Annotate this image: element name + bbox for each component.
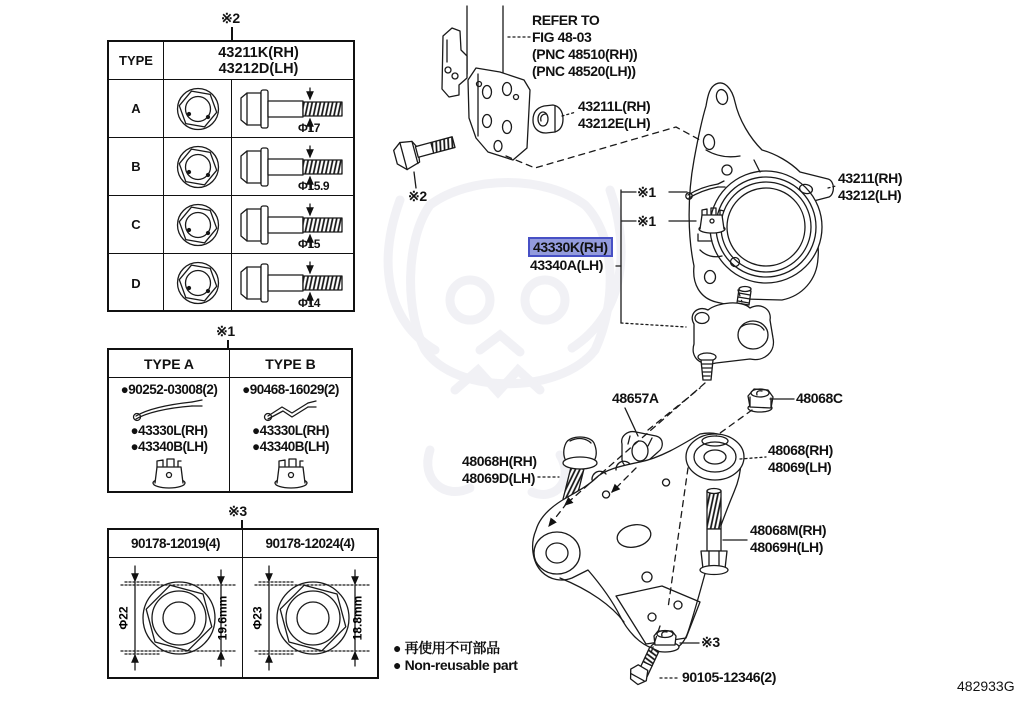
bolt-side-view-icon xyxy=(232,254,353,312)
part-number: 43340A(LH) xyxy=(530,257,604,273)
figure-code: 482933G xyxy=(957,678,1015,694)
spring-clip-icon xyxy=(260,398,322,422)
label-stab-clamp: 48657A xyxy=(612,390,659,406)
part-number: ●43330L(RH) xyxy=(130,423,208,438)
part-number: 43212D(LH) xyxy=(218,60,299,77)
diameter-value: Φ14 xyxy=(298,296,320,310)
ref3-tick-line xyxy=(241,520,243,528)
part-number: 43211(RH) xyxy=(838,170,903,186)
bolt-side-view-icon xyxy=(232,80,353,137)
bolt-side-view-icon xyxy=(232,196,353,253)
locknut-cell xyxy=(109,558,243,677)
label-knuckle xyxy=(838,170,902,204)
main-illustration xyxy=(380,0,1024,707)
castle-nut-icon xyxy=(146,455,192,489)
col-header-part xyxy=(164,42,353,79)
ref3-mark: ※3 xyxy=(701,634,720,650)
bolt-head-end-icon xyxy=(164,138,232,195)
ref2-mark: ※2 xyxy=(408,188,427,204)
arm-nut-icon xyxy=(748,389,773,412)
label-balljoint xyxy=(528,237,613,274)
variant-col-header: TYPE B xyxy=(265,355,316,372)
locknut-cell xyxy=(243,558,377,677)
refer-note-line: REFER TO xyxy=(532,12,600,28)
label-arm-nut: 48068C xyxy=(796,390,843,406)
col-header-type: TYPE xyxy=(109,42,164,79)
locknut-col-header: 90178-12019(4) xyxy=(109,530,243,557)
castle-nut-icon xyxy=(268,455,314,489)
part-number: 48069D(LH) xyxy=(462,470,536,486)
part-number: ●90252-03008(2) xyxy=(120,382,218,397)
bolt-head-end-icon xyxy=(164,80,232,137)
ref3-mark: ※3 xyxy=(228,503,247,519)
part-number: ●43340B(LH) xyxy=(130,439,208,454)
diameter-value: Φ17 xyxy=(298,121,320,135)
knuckle-nut-icon xyxy=(533,105,563,133)
bolt-table-row xyxy=(109,254,353,312)
part-number: ●43340B(LH) xyxy=(252,439,329,454)
part-number: 48068H(RH) xyxy=(462,453,537,469)
bullet-icon: ● xyxy=(393,657,402,673)
part-number: 48069(LH) xyxy=(768,459,832,475)
bolt-side-view-icon xyxy=(232,138,353,195)
part-number: 43212(LH) xyxy=(838,187,902,203)
bolt-type-table xyxy=(107,40,355,312)
type-letter: B xyxy=(109,138,164,195)
knuckle-drawing xyxy=(689,83,833,308)
locknut-col-header: 90178-12024(4) xyxy=(265,536,355,551)
cotter-pin-icon xyxy=(130,398,208,422)
part-number: ●90468-16029(2) xyxy=(242,382,339,397)
ref2-tick-line xyxy=(231,27,233,40)
diameter-value: Φ15.9 xyxy=(298,179,330,193)
part-number: ●43330L(RH) xyxy=(252,423,329,438)
strut-bolt-icon xyxy=(392,129,457,172)
height-value: 19.6mm xyxy=(215,595,230,640)
refer-note-line: (PNC 48510(RH)) xyxy=(532,46,638,62)
bolt-table-row xyxy=(109,196,353,254)
diameter-value: Φ23 xyxy=(250,605,265,630)
bolt-table-row xyxy=(109,80,353,138)
part-number: 43211L(RH) xyxy=(578,98,651,114)
refer-note-line: (PNC 48520(LH)) xyxy=(532,63,636,79)
refer-note-line: FIG 48-03 xyxy=(532,29,592,45)
label-arm-bolt-rear xyxy=(750,522,826,556)
type-letter: D xyxy=(109,254,164,312)
part-number: 48068(RH) xyxy=(768,442,833,458)
diameter-value: Φ15 xyxy=(298,237,320,251)
part-number: 43212E(LH) xyxy=(578,115,651,131)
highlighted-part-number[interactable]: 43330K(RH) xyxy=(528,237,613,257)
refer-note xyxy=(532,12,637,80)
variant-col-a xyxy=(109,378,230,491)
diameter-value: Φ22 xyxy=(116,605,131,630)
variant-table xyxy=(107,348,353,493)
bolt-head-end-icon xyxy=(164,196,232,253)
locknut-table xyxy=(107,528,379,679)
type-letter: A xyxy=(109,80,164,137)
legend-jp: 再使用不可部品 xyxy=(404,640,500,656)
label-stab-bolt: 90105-12346(2) xyxy=(682,669,777,685)
variant-col-b xyxy=(230,378,351,491)
ref1-mark: ※1 xyxy=(637,213,656,229)
bolt-table-row xyxy=(109,138,353,196)
variant-col-header: TYPE A xyxy=(109,350,230,377)
bullet-icon: ● xyxy=(393,640,402,656)
part-number: 48069H(LH) xyxy=(750,539,824,555)
part-number: 43211K(RH) xyxy=(218,44,299,61)
part-number: 48068M(RH) xyxy=(750,522,827,538)
ref1-mark: ※1 xyxy=(637,184,656,200)
stab-bolt-icon xyxy=(626,644,660,687)
legend xyxy=(393,640,518,674)
ref1-mark: ※1 xyxy=(216,323,235,339)
label-knuckle-nut xyxy=(578,98,650,132)
bolt-head-end-icon xyxy=(164,254,232,312)
label-arm-bolt-front xyxy=(462,453,537,487)
ref2-mark: ※2 xyxy=(221,10,240,26)
strut-bracket-drawing xyxy=(442,6,530,160)
legend-en: Non-reusable part xyxy=(404,657,518,673)
type-letter: C xyxy=(109,196,164,253)
label-arm xyxy=(768,442,833,476)
height-value: 18.8mm xyxy=(350,595,365,640)
ref1-tick-line xyxy=(227,340,229,348)
